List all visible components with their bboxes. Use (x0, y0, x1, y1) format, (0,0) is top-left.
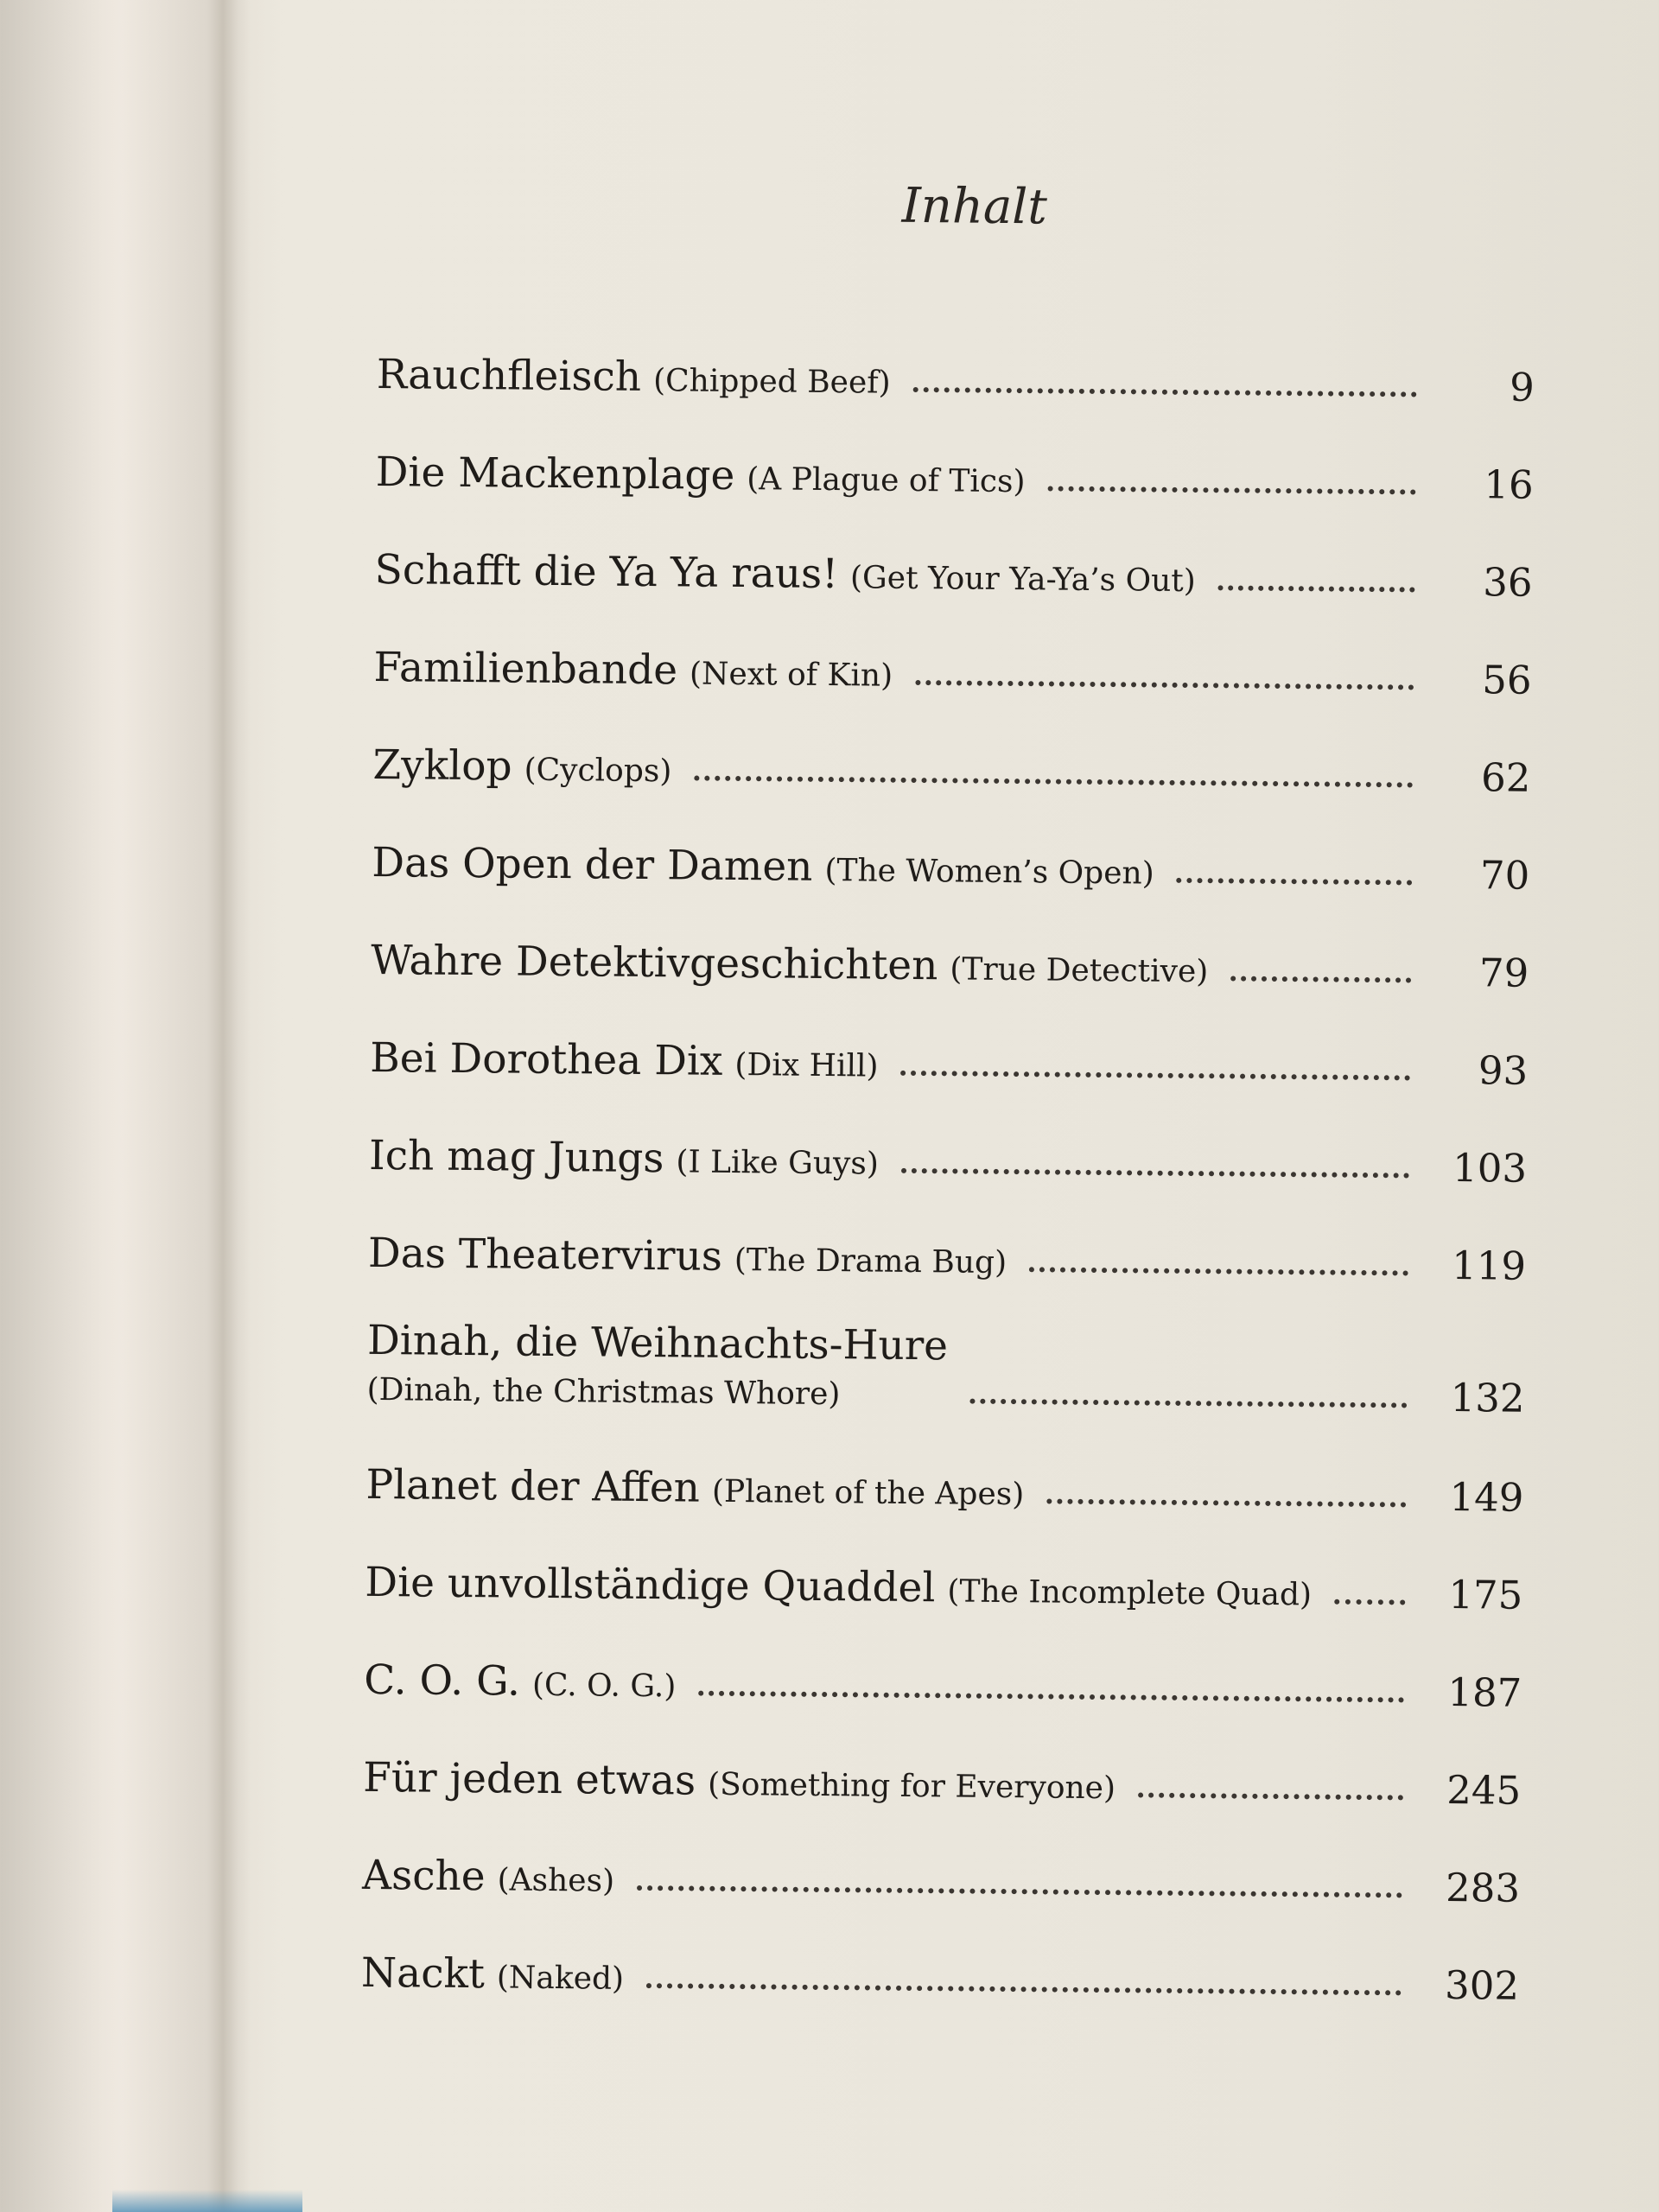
entry-title (375, 450, 1025, 501)
german-title: Schafft die Ya Ya raus! (374, 546, 839, 599)
toc-entry (370, 1012, 1529, 1092)
german-title: Das Open der Damen (372, 839, 813, 892)
entry-title (362, 1853, 614, 1900)
dot-leader (1218, 585, 1415, 592)
toc-entry (372, 719, 1531, 799)
toc-entry (377, 328, 1535, 409)
original-title: (C. O. G.) (531, 1668, 677, 1705)
original-title: (I Like Guys) (676, 1144, 880, 1182)
dot-leader (1230, 976, 1411, 983)
german-title: Für jeden etwas (362, 1754, 696, 1805)
original-title: (Something for Everyone) (707, 1767, 1116, 1807)
original-title: (A Plague of Tics) (747, 461, 1026, 500)
entry-title (368, 1231, 1007, 1282)
page-number: 36 (1483, 558, 1533, 606)
toc-entry (361, 1927, 1520, 2007)
page-number: 79 (1478, 949, 1529, 996)
german-title: Planet der Affen (365, 1461, 701, 1512)
german-title: Das Theatervirus (367, 1230, 723, 1281)
dot-leader (646, 1983, 1402, 1995)
book-gutter-shadow (0, 0, 251, 2212)
dot-leader (1177, 878, 1413, 886)
toc-entry (363, 1732, 1522, 1812)
entry-title (377, 353, 891, 402)
entry-title (372, 841, 1154, 893)
german-title: Nackt (360, 1949, 486, 1999)
entry-title (374, 548, 1196, 601)
dot-leader (1138, 1793, 1403, 1801)
dot-leader (1029, 1267, 1408, 1275)
dot-leader (913, 387, 1417, 397)
dot-leader (1047, 486, 1415, 494)
toc-entry (362, 1829, 1521, 1910)
entry-title (373, 645, 893, 695)
original-title: (The Women’s Open) (824, 853, 1154, 892)
entry-title (369, 1134, 879, 1183)
toc-entry (373, 621, 1532, 702)
page-number: 93 (1478, 1046, 1529, 1094)
entry-title (365, 1560, 1312, 1614)
german-title: Wahre Detektivgeschichten (371, 937, 938, 990)
page-number: 175 (1448, 1571, 1523, 1618)
entry-title (365, 1463, 1024, 1514)
original-title: (Planet of the Apes) (711, 1474, 1025, 1513)
toc-title: Inhalt (901, 177, 1048, 236)
table-of-contents (359, 0, 1538, 2212)
german-title: Familienbande (373, 644, 678, 695)
original-title: (The Drama Bug) (734, 1243, 1007, 1281)
entry-title (371, 938, 1209, 991)
german-title: Zyklop (372, 741, 512, 791)
toc-entry (372, 817, 1530, 897)
toc-entry (375, 426, 1534, 506)
original-title: (Dix Hill) (734, 1047, 879, 1084)
entry-title (366, 1318, 948, 1414)
page-number: 149 (1449, 1473, 1524, 1521)
dot-leader (637, 1885, 1402, 1898)
original-title: (Chipped Beef) (652, 363, 891, 402)
original-title: (Naked) (496, 1960, 625, 1998)
toc-entry (364, 1634, 1522, 1714)
dot-leader (969, 1399, 1407, 1408)
toc-entry (365, 1536, 1523, 1617)
page-number: 62 (1480, 753, 1531, 801)
original-title: (Ashes) (497, 1862, 615, 1900)
dot-leader (698, 1691, 1404, 1703)
german-title: Bei Dorothea Dix (369, 1034, 723, 1086)
dot-leader (694, 776, 1413, 788)
entry-title (363, 1756, 1116, 1808)
german-title: C. O. G. (364, 1656, 521, 1706)
toc-entry (374, 524, 1533, 604)
page-number: 283 (1445, 1864, 1521, 1911)
page-number: 302 (1444, 1961, 1520, 2009)
entry-title (364, 1658, 677, 1706)
german-title: Ich mag Jungs (368, 1132, 664, 1183)
original-title: (Next of Kin) (689, 656, 893, 695)
toc-entry (369, 1109, 1528, 1190)
dot-leader (915, 680, 1414, 690)
page-number: 103 (1452, 1144, 1528, 1192)
german-title: Die unvollständige Quaddel (365, 1559, 936, 1612)
blue-cover-edge (112, 2190, 302, 2212)
page-number: 56 (1481, 656, 1532, 703)
toc-entry (366, 1305, 1525, 1420)
page-number: 119 (1451, 1242, 1527, 1289)
page-number: 132 (1450, 1374, 1525, 1421)
toc-entry (368, 1207, 1527, 1287)
original-title: (Cyclops) (524, 752, 672, 790)
page-number: 9 (1509, 364, 1535, 410)
german-title: Die Mackenplage (375, 448, 735, 500)
toc-entry (371, 914, 1529, 995)
original-title: (The Incomplete Quad) (947, 1573, 1313, 1613)
toc-entry (365, 1439, 1524, 1519)
page-number: 187 (1447, 1669, 1522, 1716)
german-title: Dinah, die Weihnachts-Hure (366, 1316, 949, 1370)
dot-leader (900, 1071, 1410, 1081)
original-title: (True Detective) (950, 951, 1209, 990)
page-number: 245 (1446, 1766, 1522, 1814)
entry-title (361, 1951, 625, 1999)
dot-leader (901, 1168, 1409, 1179)
german-title: Asche (361, 1852, 486, 1901)
entry-title (370, 1036, 879, 1085)
page-number: 70 (1479, 851, 1530, 899)
dot-leader (1046, 1498, 1406, 1507)
original-title: (Get Your Ya-Ya’s Out) (849, 560, 1196, 600)
dot-leader (1334, 1599, 1405, 1605)
page-number: 16 (1484, 461, 1534, 508)
german-title: Rauchfleisch (376, 351, 642, 402)
entry-title (372, 743, 671, 791)
original-title: (Dinah, the Christmas Whore) (366, 1371, 841, 1412)
